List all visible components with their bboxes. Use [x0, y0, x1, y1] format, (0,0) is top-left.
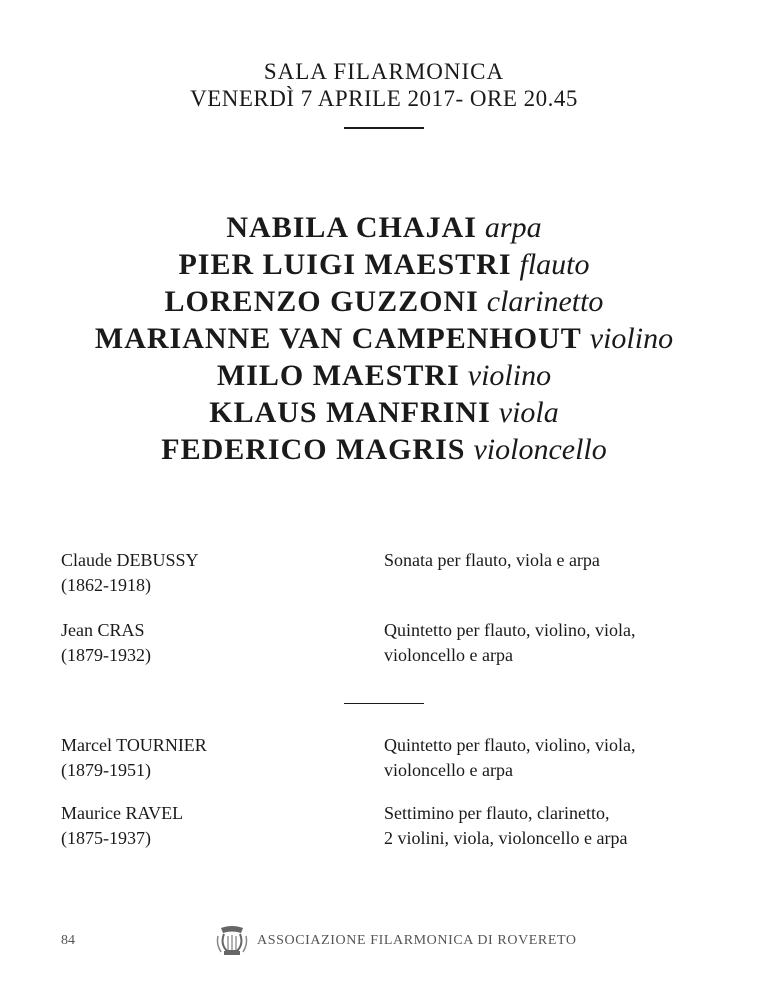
- performer-line: [0, 357, 768, 394]
- performer-list: [0, 209, 768, 468]
- header-divider: [344, 127, 424, 129]
- page-footer: [0, 924, 768, 960]
- composer-name: Maurice RAVEL: [61, 803, 184, 823]
- performer-name: FEDERICO MAGRIS: [161, 433, 466, 466]
- performer-line: [0, 394, 768, 431]
- performer-line: [0, 320, 768, 357]
- work-line: Settimino per flauto, clarinetto,: [384, 803, 610, 823]
- performer-instrument: violoncello: [473, 433, 607, 466]
- composer-dates: (1862-1918): [61, 575, 151, 595]
- work-line: Quintetto per flauto, violino, viola,: [384, 735, 636, 755]
- page-number: 84: [61, 933, 75, 948]
- composer-dates: (1879-1951): [61, 760, 151, 780]
- composer-name: Marcel TOURNIER: [61, 735, 207, 755]
- performer-line: [0, 209, 768, 246]
- performer-instrument: flauto: [519, 248, 590, 281]
- association-name: ASSOCIAZIONE FILARMONICA DI ROVERETO: [257, 933, 577, 948]
- composer-block: [61, 548, 361, 598]
- composer-dates: (1875-1937): [61, 828, 151, 848]
- composer-name: Claude DEBUSSY: [61, 550, 199, 570]
- composer-block: [61, 733, 361, 783]
- concert-date: VENERDÌ 7 APRILE 2017- ORE 20.45: [190, 86, 578, 111]
- composer-name: Jean CRAS: [61, 620, 145, 640]
- performer-name: MARIANNE VAN CAMPENHOUT: [94, 322, 582, 355]
- venue-title: SALA FILARMONICA: [263, 59, 505, 84]
- work-title: [384, 733, 714, 783]
- performer-instrument: arpa: [484, 211, 542, 244]
- composer-block: [61, 618, 361, 668]
- composer-dates: (1879-1932): [61, 645, 151, 665]
- work-title: [384, 548, 714, 573]
- performer-name: LORENZO GUZZONI: [164, 285, 479, 318]
- concert-header: [0, 58, 768, 112]
- performer-name: PIER LUIGI MAESTRI: [178, 248, 512, 281]
- work-line: Sonata per flauto, viola e arpa: [384, 550, 600, 570]
- performer-name: MILO MAESTRI: [216, 359, 460, 392]
- performer-name: NABILA CHAJAI: [226, 211, 477, 244]
- performer-instrument: violino: [467, 359, 552, 392]
- performer-line: [0, 283, 768, 320]
- work-line: 2 violini, viola, violoncello e arpa: [384, 828, 628, 848]
- composer-block: [61, 801, 361, 851]
- work-line: violoncello e arpa: [384, 645, 513, 665]
- performer-line: [0, 246, 768, 283]
- work-line: violoncello e arpa: [384, 760, 513, 780]
- performer-name: KLAUS MANFRINI: [209, 396, 491, 429]
- work-line: Quintetto per flauto, violino, viola,: [384, 620, 636, 640]
- lyre-emblem-icon: [215, 924, 249, 958]
- work-title: [384, 618, 714, 668]
- performer-instrument: violino: [589, 322, 674, 355]
- performer-instrument: viola: [498, 396, 559, 429]
- performer-instrument: clarinetto: [486, 285, 604, 318]
- performer-line: [0, 431, 768, 468]
- interval-divider: [344, 703, 424, 704]
- work-title: [384, 801, 714, 851]
